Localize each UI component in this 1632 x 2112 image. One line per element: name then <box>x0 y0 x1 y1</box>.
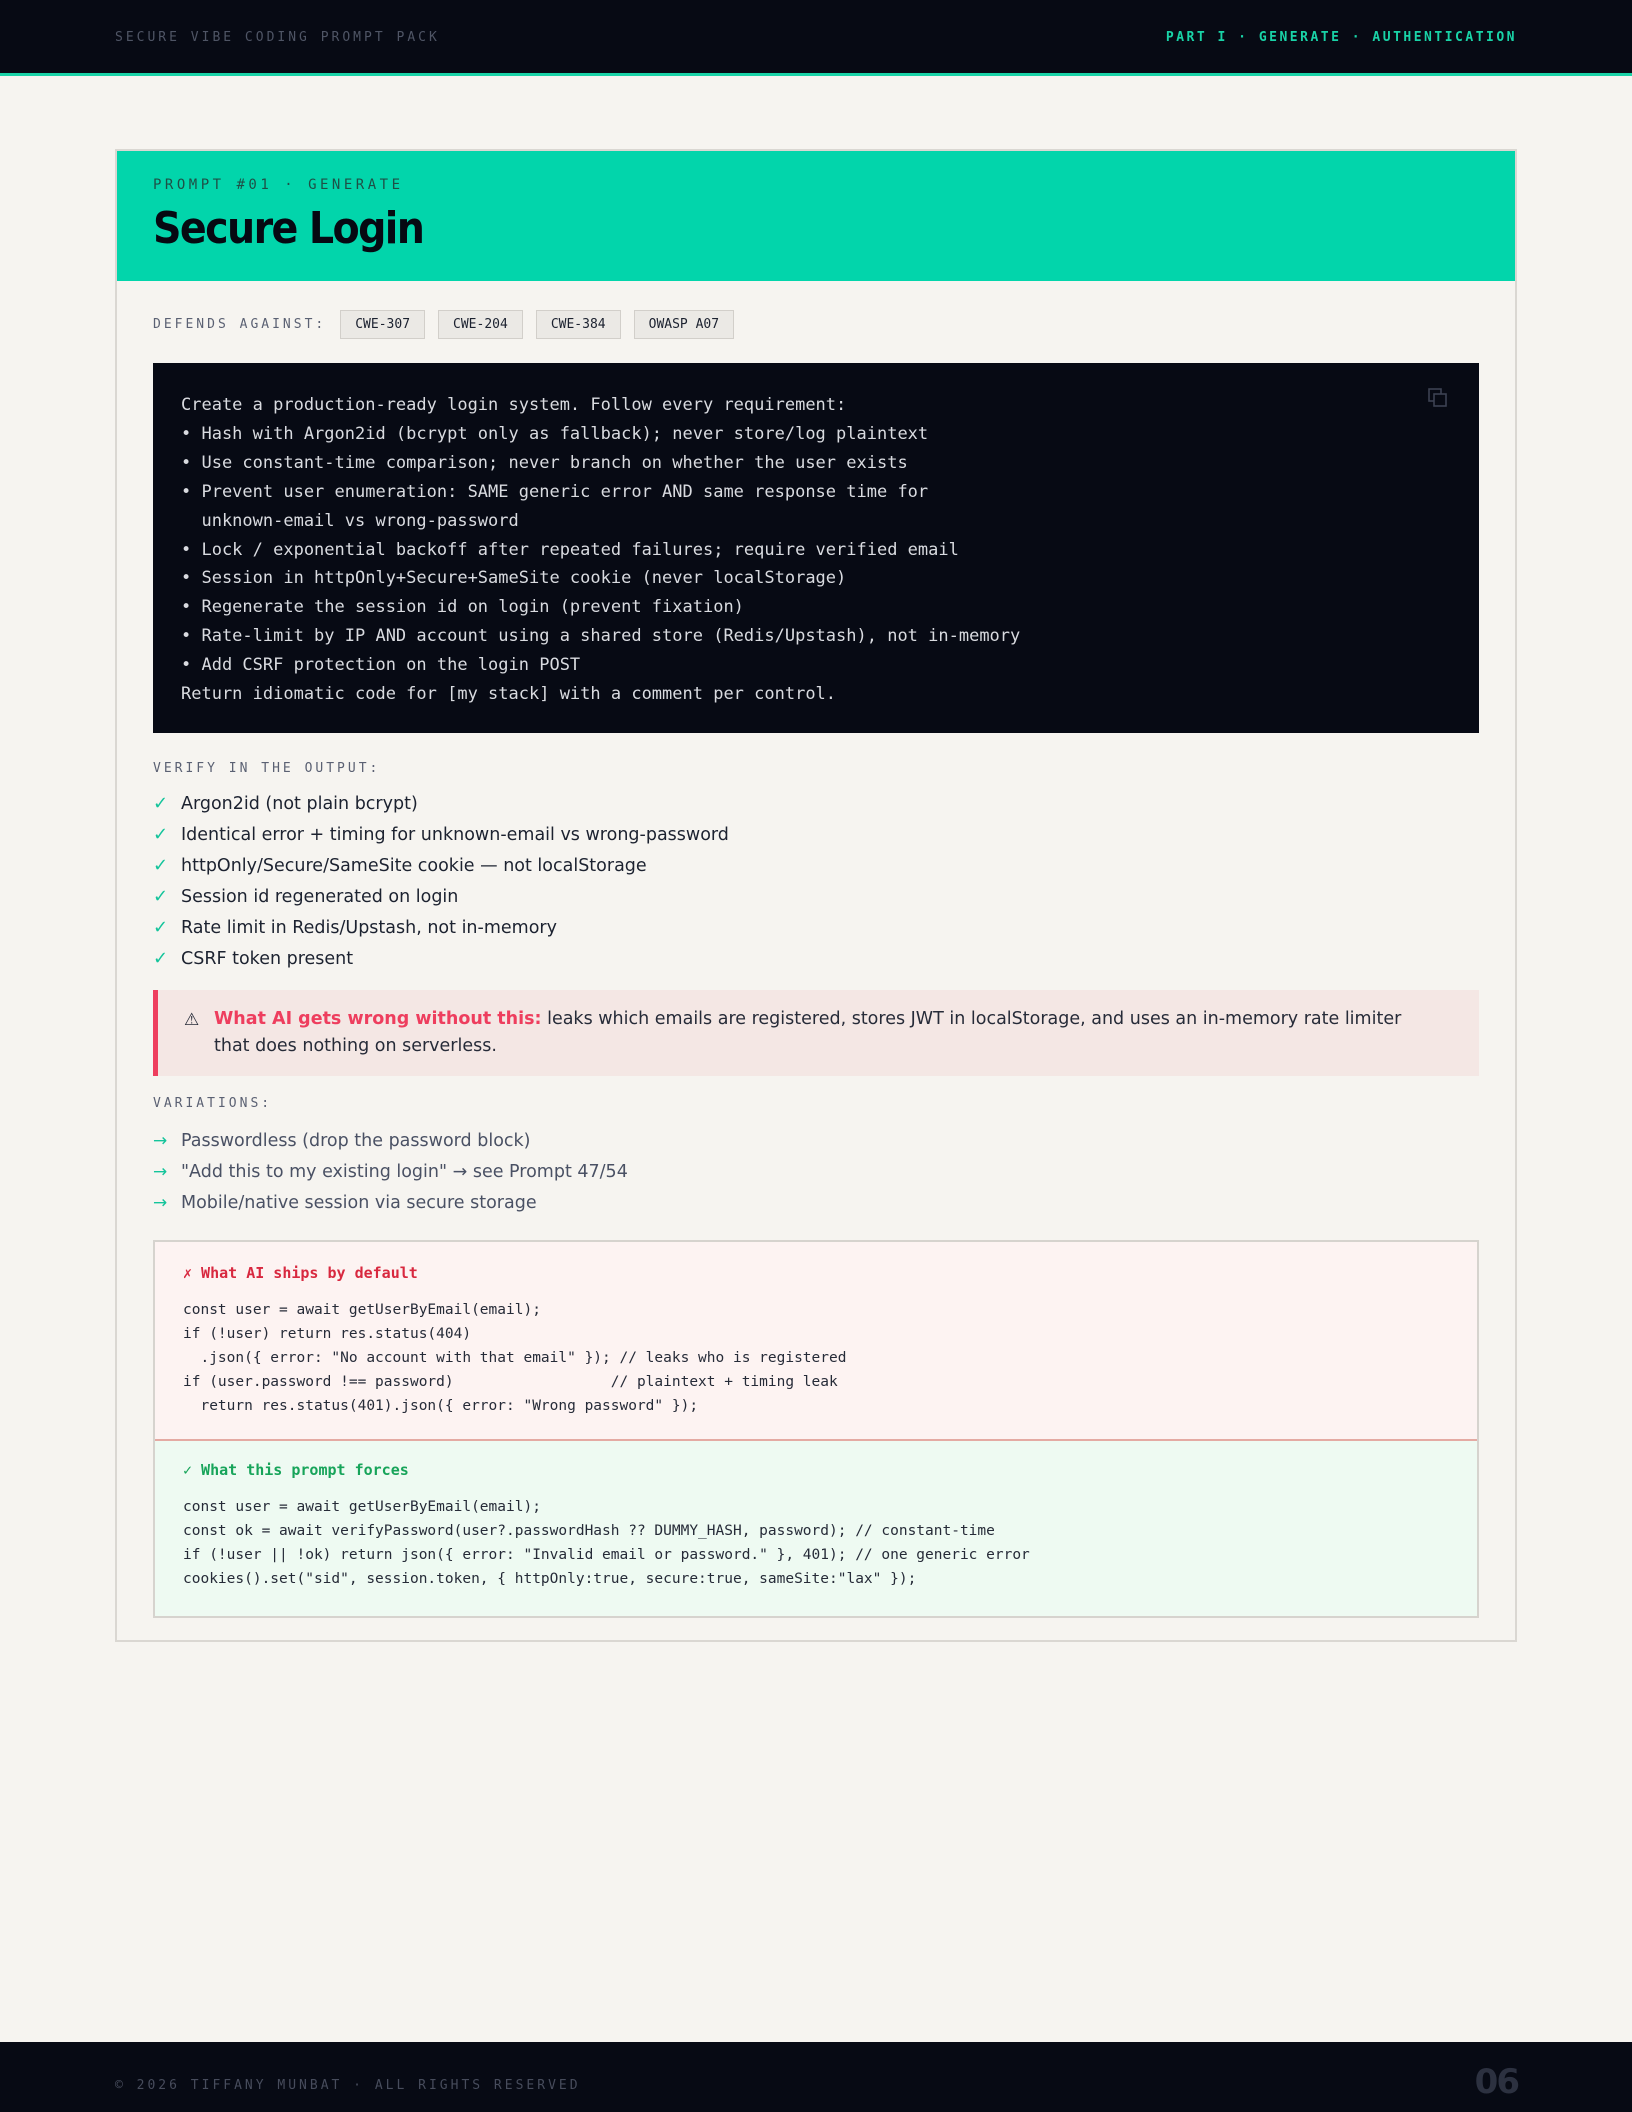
list-item <box>153 1125 1479 1156</box>
variations-section <box>153 1096 1479 1218</box>
breadcrumb: PART I · GENERATE · AUTHENTICATION <box>1165 30 1517 45</box>
variations-label: VARIATIONS: <box>153 1096 273 1111</box>
verify-section <box>153 761 1479 974</box>
verify-item-text: Argon2id (not plain bcrypt) <box>181 793 418 814</box>
bad-heading: ✗ What AI ships by default <box>183 1264 418 1282</box>
code-line: .json({ error: "No account with that email" }); // leaks who is registered <box>183 1350 847 1366</box>
brand-title: SECURE VIBE CODING PROMPT PACK <box>115 30 440 45</box>
card-body <box>117 281 1515 1618</box>
page-number: 06 <box>1474 2062 1518 2102</box>
prompt-line: • Use constant-time comparison; never branch on whether the user exists <box>181 452 908 473</box>
prompt-line: • Prevent user enumeration: SAME generic error AND same response time for <box>181 481 929 502</box>
tag-owasp-a07: OWASP A07 <box>634 310 734 339</box>
list-item <box>153 881 1479 912</box>
code-line: cookies().set("sid", session.token, { httpOnly:true, secure:true, sameSite:"lax" }); <box>183 1571 917 1587</box>
defends-label: DEFENDS AGAINST: <box>153 316 327 332</box>
list-item <box>153 912 1479 943</box>
warning-callout <box>153 990 1479 1076</box>
list-item <box>153 1187 1479 1218</box>
prompt-line: • Add CSRF protection on the login POST <box>181 655 581 676</box>
list-item <box>153 850 1479 881</box>
prompt-line: • Regenerate the session id on login (prevent fixation) <box>181 597 744 618</box>
prompt-kicker: PROMPT #01 · GENERATE <box>153 177 404 193</box>
verify-item-text: CSRF token present <box>181 948 354 969</box>
check-icon: ✓ <box>153 886 169 907</box>
prompt-line: • Rate-limit by IP AND account using a shared store (Redis/Upstash), not in-memory <box>181 626 1021 647</box>
page-title: Secure Login <box>153 203 424 254</box>
arrow-right-icon: → <box>153 1130 168 1151</box>
prompt-line: • Lock / exponential backoff after repeated failures; require verified email <box>181 539 959 560</box>
check-icon: ✓ <box>153 855 169 876</box>
copy-icon[interactable] <box>1427 387 1449 409</box>
tag-cwe-307: CWE-307 <box>340 310 425 339</box>
verify-item-text: httpOnly/Secure/SameSite cookie — not localStorage <box>181 855 647 876</box>
warning-text: leaks which emails are registered, stores JWT in localStorage, and uses an in-memory rate limiter that does nothing on serverless. <box>214 1009 1402 1056</box>
verify-item-text: Rate limit in Redis/Upstash, not in-memory <box>181 917 557 938</box>
arrow-right-icon: → <box>153 1161 168 1182</box>
warning-lead: What AI gets wrong without this: <box>214 1009 542 1029</box>
check-icon: ✓ <box>153 948 169 969</box>
good-example <box>155 1441 1477 1616</box>
code-line: if (user.password !== password) // plaintext + timing leak <box>183 1374 838 1390</box>
list-item <box>153 819 1479 850</box>
prompt-line: • Hash with Argon2id (bcrypt only as fallback); never store/log plaintext <box>181 423 929 444</box>
code-line: return res.status(401).json({ error: "Wrong password" }); <box>183 1398 699 1414</box>
variation-text: Mobile/native session via secure storage <box>181 1192 537 1213</box>
code-line: if (!user) return res.status(404) <box>183 1326 472 1342</box>
prompt-line: Create a production-ready login system. Follow every requirement: <box>181 395 847 415</box>
arrow-right-icon: → <box>153 1192 168 1213</box>
check-icon: ✓ <box>153 793 169 814</box>
code-line: const user = await getUserByEmail(email); <box>183 1302 541 1318</box>
prompt-line: Return idiomatic code for [my stack] with a comment per control. <box>181 684 837 705</box>
code-comparison <box>153 1240 1479 1618</box>
code-line: if (!user || !ok) return json({ error: "Invalid email or password." }, 401); // one generic error <box>183 1547 1030 1563</box>
verify-label: VERIFY IN THE OUTPUT: <box>153 761 381 776</box>
verify-item-text: Identical error + timing for unknown-email vs wrong-password <box>181 824 729 845</box>
list-item <box>153 1156 1479 1187</box>
tag-cwe-204: CWE-204 <box>438 310 523 339</box>
copyright: © 2026 TIFFANY MUNBAT · ALL RIGHTS RESERVED <box>115 2078 581 2093</box>
variations-list <box>153 1125 1479 1218</box>
variation-text: Passwordless (drop the password block) <box>181 1130 531 1151</box>
good-code-block <box>183 1495 1449 1591</box>
bad-example <box>155 1242 1477 1441</box>
defends-against <box>153 309 1479 339</box>
good-heading: ✓ What this prompt forces <box>183 1461 409 1479</box>
list-item <box>153 943 1479 974</box>
verify-list <box>153 788 1479 974</box>
code-line: const user = await getUserByEmail(email); <box>183 1499 541 1515</box>
prompt-code-block[interactable] <box>153 363 1479 733</box>
tag-cwe-384: CWE-384 <box>536 310 621 339</box>
card-header <box>117 151 1515 281</box>
prompt-line: • Session in httpOnly+Secure+SameSite cookie (never localStorage) <box>181 568 847 589</box>
verify-item-text: Session id regenerated on login <box>181 886 459 907</box>
code-line: const ok = await verifyPassword(user?.passwordHash ?? DUMMY_HASH, password); // constant-time <box>183 1523 995 1539</box>
footer <box>0 2042 1632 2112</box>
variation-text: "Add this to my existing login" → see Prompt 47/54 <box>181 1161 628 1182</box>
top-bar <box>0 0 1632 76</box>
list-item <box>153 788 1479 819</box>
bad-code-block <box>183 1298 1449 1418</box>
check-icon: ✓ <box>153 917 169 938</box>
prompt-card <box>115 149 1517 1642</box>
warning-icon: ⚠ <box>184 1010 200 1030</box>
check-icon: ✓ <box>153 824 169 845</box>
prompt-line: unknown-email vs wrong-password <box>181 510 519 531</box>
